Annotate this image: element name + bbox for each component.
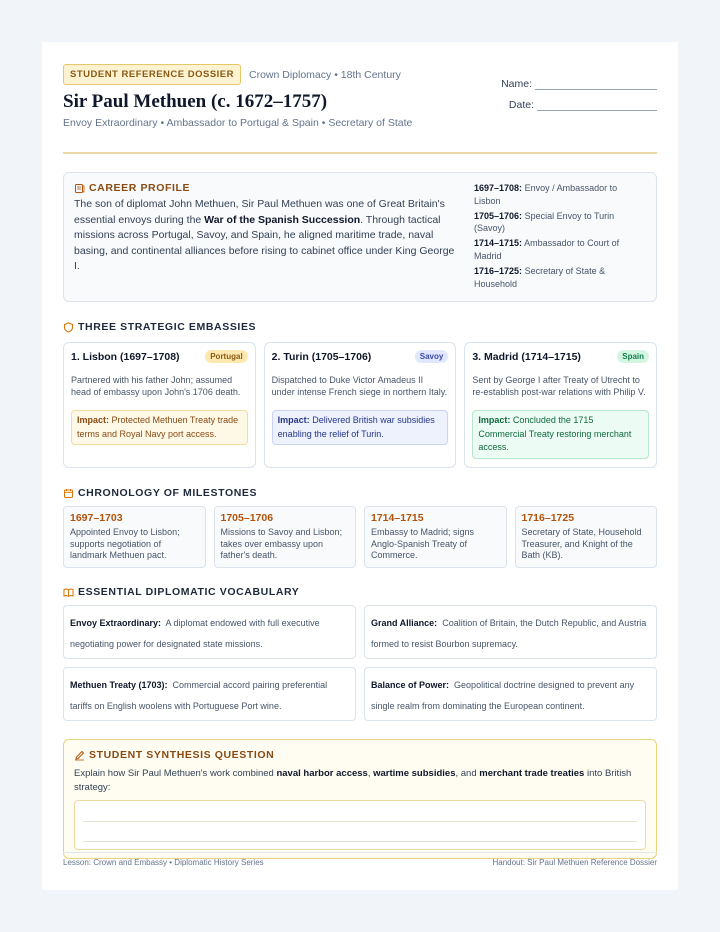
answer-line [83, 821, 637, 822]
header [63, 64, 657, 154]
milestone-text: Appointed Envoy to Lisbon; supports negotiation of landmark Methuen pact. [70, 527, 180, 560]
vocab-term: Balance of Power: [371, 680, 450, 690]
milestone-text: Secretary of State, Household Treasurer, and Knight of the Bath (KB). [521, 527, 642, 560]
chronology-heading: CHRONOLOGY OF MILESTONES [78, 487, 258, 499]
embassy-name: 1. Lisbon (1697–1708) [71, 350, 180, 363]
region-badge: Spain [617, 350, 649, 363]
series-label: Crown Diplomacy • 18th Century [249, 68, 401, 81]
vocab-card [63, 605, 356, 659]
embassy-card [63, 342, 256, 468]
embassy-description: Partnered with his father John; assumed head of embassy upon John's 1706 death. [71, 375, 241, 397]
synthesis-heading: STUDENT SYNTHESIS QUESTION [89, 749, 275, 761]
vocab-card [63, 667, 356, 721]
answer-box[interactable] [74, 800, 646, 850]
embassy-card [264, 342, 457, 468]
region-badge: Portugal [205, 350, 247, 363]
vocab-card [364, 605, 657, 659]
milestone-year: 1716–1725 [521, 512, 575, 524]
dossier-tag: STUDENT REFERENCE DOSSIER [63, 64, 241, 85]
embassy-description: Sent by George I after Treaty of Utrecht to re-establish post-war relations with Philip V. [472, 375, 646, 397]
pencil-icon [74, 750, 85, 761]
synthesis-question: Explain how Sir Paul Methuen's work combined naval harbor access, wartime subsidies, and merchant trade treaties into British strategy: [74, 768, 632, 793]
career-text: The son of diplomat John Methuen, Sir Paul Methuen was one of Great Britain's essential envoys during the War of the Spanish Succession. Through tactical missions across Portugal, Savoy, and Spain, he aligned maritime trade, naval basing, and continental alliances before rising to cabinet office under King George I. [74, 198, 455, 273]
name-date-box [497, 78, 657, 120]
chronology-section [63, 487, 657, 568]
vocabulary-heading: ESSENTIAL DIPLOMATIC VOCABULARY [78, 586, 300, 598]
embassy-description: Dispatched to Duke Victor Amadeus II under intense French siege in northern Italy. [271, 375, 448, 397]
milestone-card [63, 506, 206, 568]
embassies-heading: THREE STRATEGIC EMBASSIES [78, 321, 257, 333]
embassy-name: 2. Turin (1705–1706) [271, 350, 372, 363]
vocab-definition: A diplomat endowed with full executive negotiating power for designated state missions. [70, 618, 320, 649]
footer [63, 852, 657, 867]
vocab-term: Grand Alliance: [371, 618, 438, 628]
name-label: Name: [501, 78, 532, 90]
shield-icon [63, 322, 74, 333]
embassy-name: 3. Madrid (1714–1715) [472, 350, 581, 363]
calendar-icon [63, 488, 74, 499]
milestone-card [364, 506, 507, 568]
milestone-card [515, 506, 658, 568]
vocab-card [364, 667, 657, 721]
answer-line [83, 841, 637, 842]
page-subtitle: Envoy Extraordinary • Ambassador to Portugal & Spain • Secretary of State [63, 117, 413, 129]
career-heading: CAREER PROFILE [89, 182, 191, 194]
milestone-year: 1714–1715 [371, 512, 424, 524]
name-field[interactable] [535, 80, 657, 90]
footer-right: Handout: Sir Paul Methuen Reference Dossier [492, 858, 657, 867]
vocab-definition: Geopolitical doctrine designed to prevent any single realm from dominating the European continent. [371, 680, 635, 711]
timeline-entry: 1716–1725: Secretary of State & Household [474, 265, 606, 289]
impact-box: Impact: Protected Methuen Treaty trade terms and Royal Navy port access. [71, 410, 248, 445]
milestone-text: Missions to Savoy and Lisbon; takes over embassy upon father's death. [220, 527, 343, 560]
synthesis-card [63, 739, 657, 859]
milestone-year: 1697–1703 [70, 512, 123, 524]
vocab-term: Methuen Treaty (1703): [70, 680, 168, 690]
vocabulary-section [63, 586, 657, 721]
vocab-definition: Coalition of Britain, the Dutch Republic, and Austria formed to resist Bourbon supremacy. [371, 618, 647, 649]
timeline-entry: 1697–1708: Envoy / Ambassador to Lisbon [474, 183, 618, 206]
timeline-entry: 1705–1706: Special Envoy to Turin (Savoy) [474, 210, 615, 234]
career-timeline [474, 182, 634, 292]
timeline-entry: 1714–1715: Ambassador to Court of Madrid [474, 238, 620, 261]
footer-left: Lesson: Crown and Embassy • Diplomatic History Series [63, 858, 264, 867]
region-badge: Savoy [415, 350, 449, 363]
handout-page [42, 42, 678, 890]
scroll-icon [74, 183, 85, 194]
milestone-card [214, 506, 357, 568]
career-profile-card [63, 172, 657, 302]
embassy-card [464, 342, 657, 468]
book-icon [63, 587, 74, 598]
date-field[interactable] [537, 101, 657, 111]
vocab-term: Envoy Extraordinary: [70, 618, 162, 628]
page-title: Sir Paul Methuen (c. 1672–1757) [63, 91, 328, 112]
impact-box: Impact: Delivered British war subsidies enabling the relief of Turin. [272, 410, 449, 445]
milestone-year: 1705–1706 [220, 512, 274, 524]
date-label: Date: [508, 99, 534, 111]
milestone-text: Embassy to Madrid; signs Anglo-Spanish Treaty of Commerce. [371, 527, 475, 560]
vocab-definition: Commercial accord pairing preferential tariffs on English woolens with Portuguese Port wine. [70, 680, 328, 711]
impact-box: Impact: Concluded the 1715 Commercial Treaty restoring merchant access. [472, 410, 649, 459]
embassies-section [63, 321, 657, 468]
